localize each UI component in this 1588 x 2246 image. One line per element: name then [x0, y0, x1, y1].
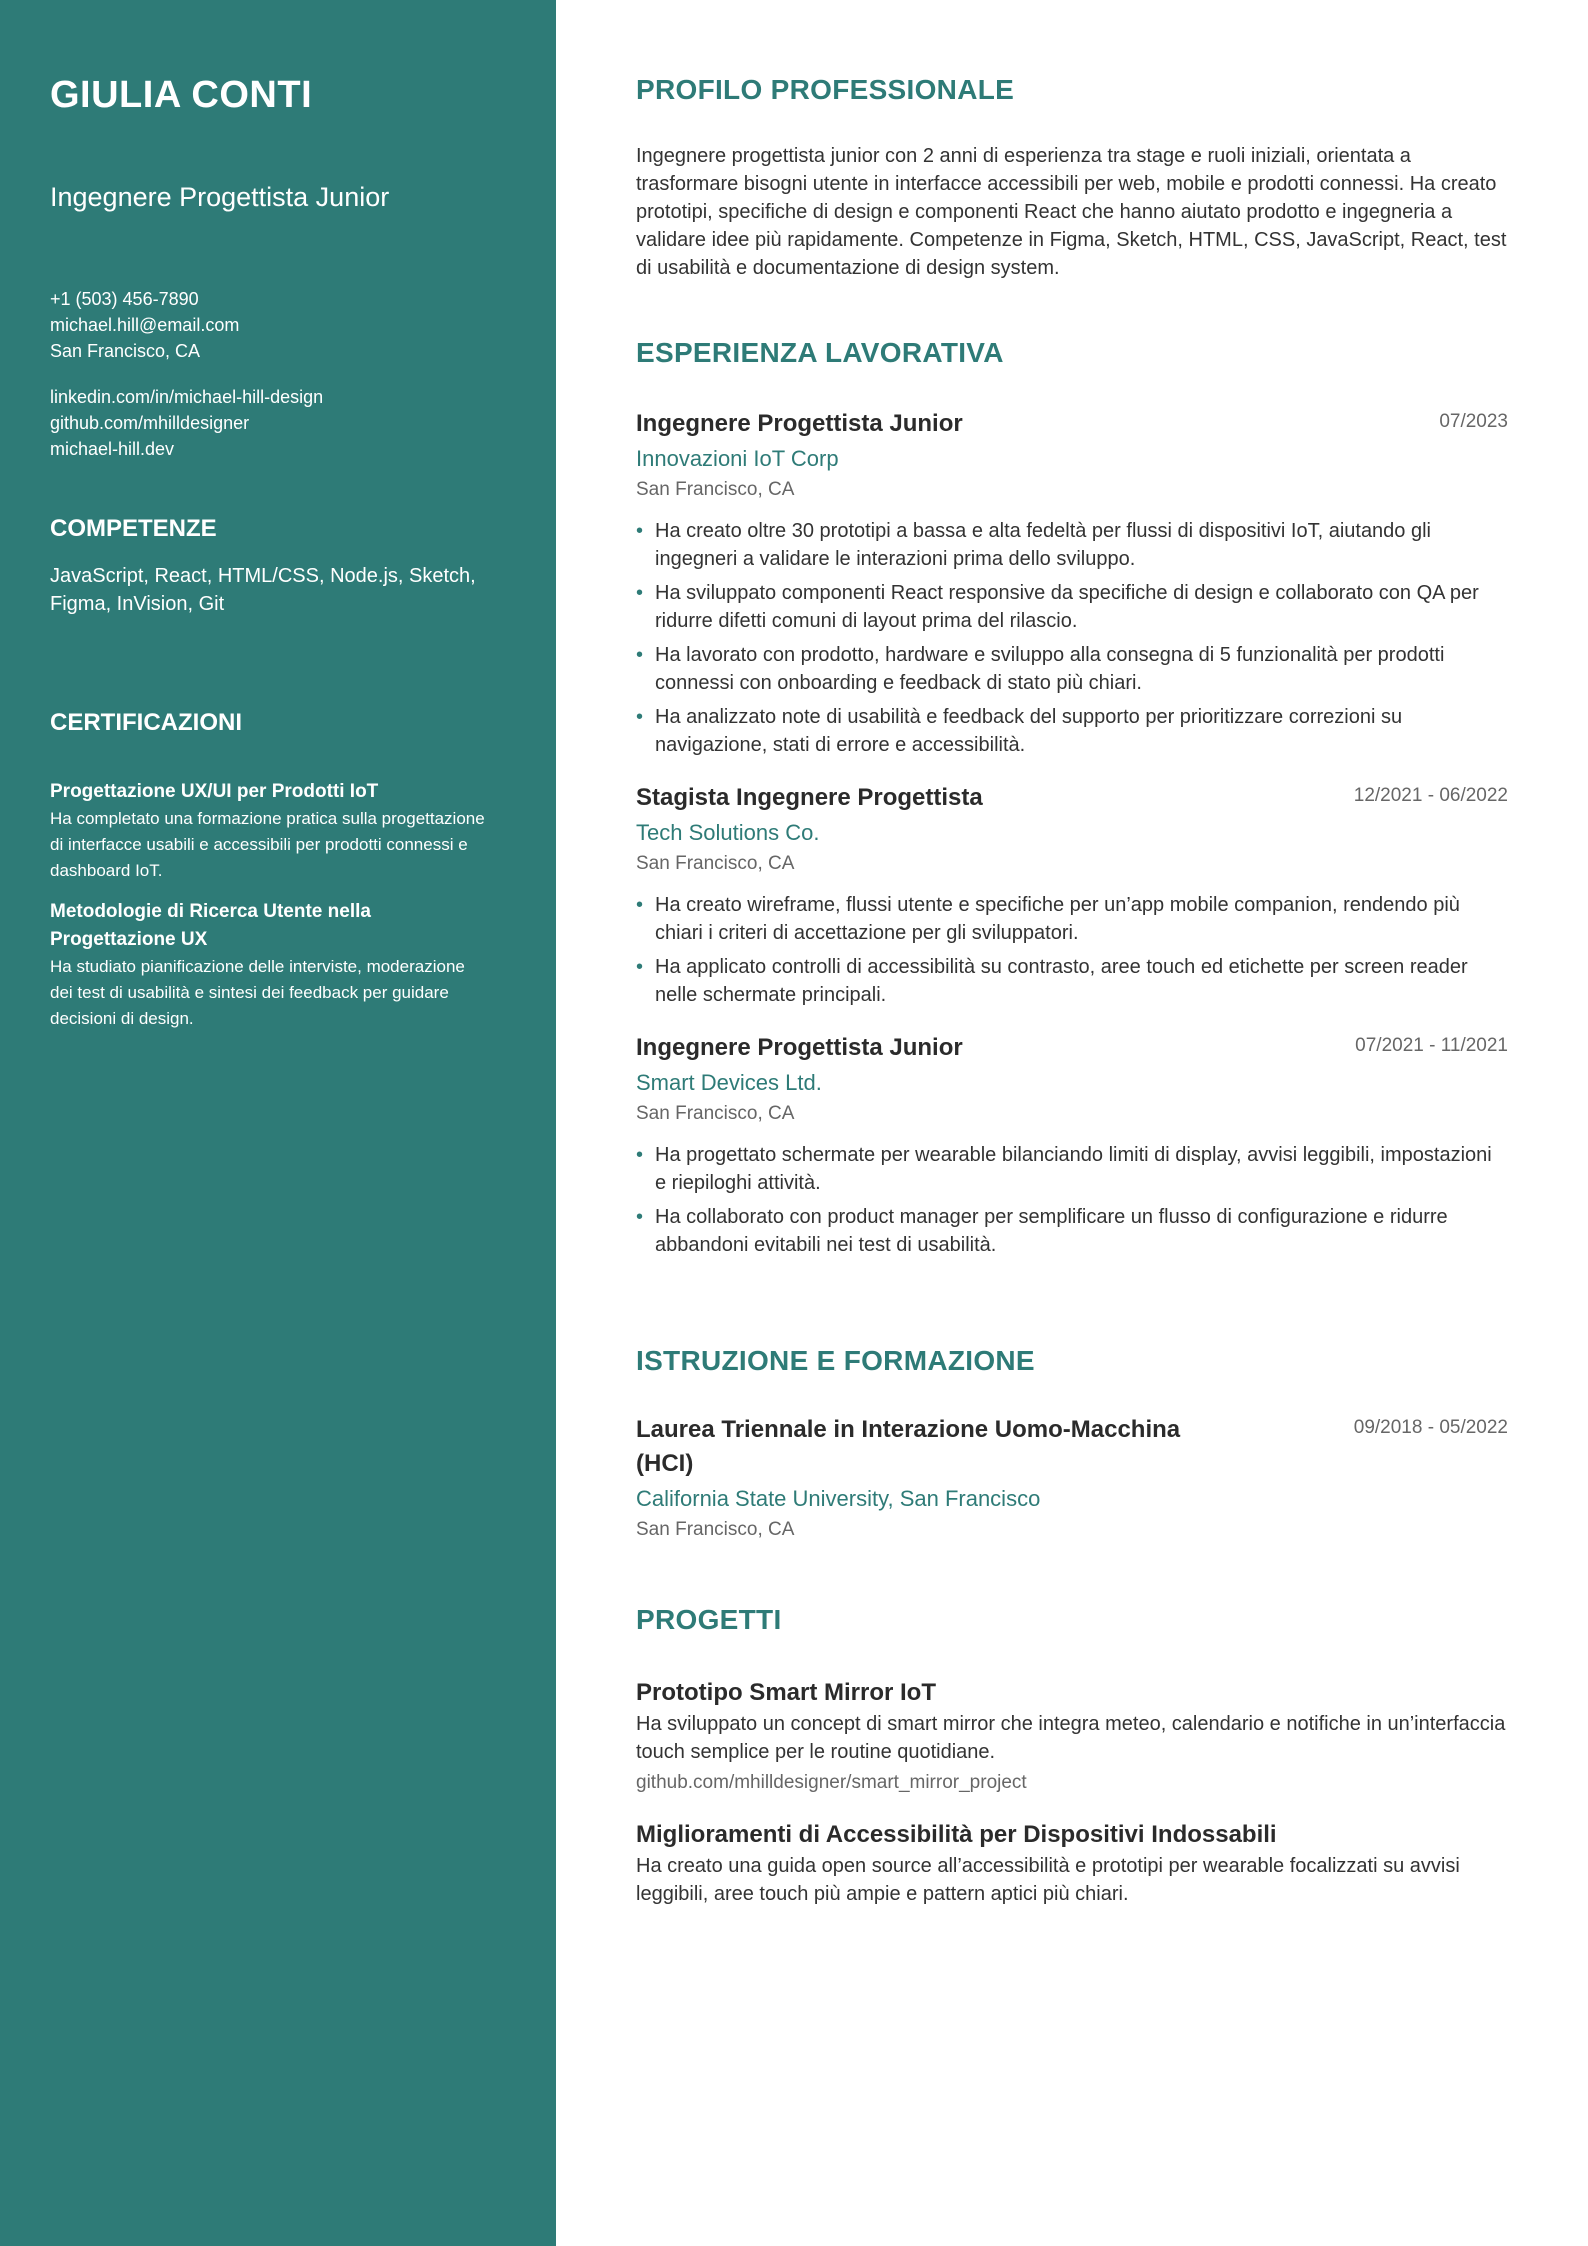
project-title: Prototipo Smart Mirror IoT [636, 1679, 936, 1706]
email-address[interactable]: michael.hill@email.com [50, 315, 240, 335]
job-date: 07/2023 [1439, 411, 1508, 432]
project-title: Miglioramenti di Accessibilità per Dispositivi Indossabili [636, 1821, 1277, 1848]
profile-links [50, 384, 506, 462]
website-link[interactable]: michael-hill.dev [50, 439, 175, 459]
sidebar [0, 0, 556, 2246]
location: San Francisco, CA [50, 341, 201, 361]
bullet-item [636, 891, 1508, 947]
certification-title: Progettazione UX/UI per Prodotti IoT [50, 781, 379, 802]
school-name: California State University, San Francisco [636, 1486, 1041, 1511]
bullet-item [636, 517, 1508, 573]
degree-title: Laurea Triennale in Interazione Uomo-Macchina (HCI) [636, 1416, 1181, 1477]
bullet-item [636, 703, 1508, 759]
job-title: Ingegnere Progettista Junior [636, 1034, 963, 1061]
bullet-icon: • [636, 1206, 644, 1228]
github-link[interactable]: github.com/mhilldesigner [50, 413, 250, 433]
experience-section [636, 335, 1508, 1281]
company-name: Innovazioni IoT Corp [636, 446, 839, 471]
bullet-text: Ha creato oltre 30 prototipi a bassa e alta fedeltà per flussi di dispositivi IoT, aiutando gli ingegneri a validare le interazioni prima dello sviluppo. [655, 520, 1431, 570]
bullet-icon: • [636, 956, 644, 978]
certifications-list [50, 778, 506, 1032]
bullet-text: Ha applicato controlli di accessibilità su contrasto, aree touch ed etichette per screen reader nelle schermate principali. [655, 956, 1468, 1006]
education-date: 09/2018 - 05/2022 [1353, 1417, 1508, 1438]
bullet-text: Ha creato wireframe, flussi utente e specifiche per un’app mobile companion, rendendo più chiari i criteri di accettazione per gli sviluppatori. [655, 894, 1460, 944]
bullet-text: Ha analizzato note di usabilità e feedback del supporto per prioritizzare correzioni su navigazione, stati di errore e accessibilità. [655, 706, 1403, 756]
job-location: San Francisco, CA [636, 853, 795, 874]
skills-list: JavaScript, React, HTML/CSS, Node.js, Sketch, Figma, InVision, Git [50, 565, 476, 615]
school-location: San Francisco, CA [636, 1519, 795, 1540]
job-title: Ingegnere Progettista Junior [636, 410, 963, 437]
job-bullets [636, 891, 1508, 1009]
bullet-icon: • [636, 582, 644, 604]
education-heading: ISTRUZIONE E FORMAZIONE [636, 1345, 1035, 1376]
candidate-name: GIULIA CONTI [50, 74, 313, 116]
company-name: Tech Solutions Co. [636, 820, 820, 845]
experience-heading: ESPERIENZA LAVORATIVA [636, 337, 1004, 368]
bullet-icon: • [636, 894, 644, 916]
project-item [636, 1818, 1508, 1908]
certification-item [50, 778, 506, 884]
company-name: Smart Devices Ltd. [636, 1070, 822, 1095]
project-item [636, 1676, 1508, 1798]
bullet-item [636, 641, 1508, 697]
phone-number: +1 (503) 456-7890 [50, 289, 199, 309]
education-item [636, 1413, 1508, 1545]
bullet-text: Ha collaborato con product manager per semplificare un flusso di configurazione e ridurre abbandoni evitabili nei test di usabilità. [655, 1206, 1448, 1256]
experience-item [636, 781, 1508, 1009]
bullet-item [636, 953, 1508, 1009]
experience-item [636, 407, 1508, 759]
bullet-item [636, 1141, 1508, 1197]
skills-heading: COMPETENZE [50, 515, 217, 542]
certification-description: Ha completato una formazione pratica sulla progettazione di interfacce usabili e accessibili per prodotti connessi e dashboard IoT. [50, 809, 485, 880]
job-location: San Francisco, CA [636, 1103, 795, 1124]
project-description: Ha creato una guida open source all’accessibilità e prototipi per wearable focalizzati su avvisi leggibili, aree touch più ampie e pattern aptici più chiari. [636, 1855, 1460, 1905]
bullet-icon: • [636, 520, 644, 542]
bullet-text: Ha lavorato con prodotto, hardware e sviluppo alla consegna di 5 funzionalità per prodotti connessi con onboarding e feedback di stato più chiari. [655, 644, 1445, 694]
bullet-icon: • [636, 1144, 644, 1166]
bullet-text: Ha progettato schermate per wearable bilanciando limiti di display, avvisi leggibili, impostazioni e riepiloghi attività. [655, 1144, 1492, 1194]
experience-item [636, 1031, 1508, 1259]
job-date: 07/2021 - 11/2021 [1355, 1035, 1508, 1056]
job-title: Stagista Ingegnere Progettista [636, 784, 983, 811]
profile-heading: PROFILO PROFESSIONALE [636, 74, 1015, 105]
job-date: 12/2021 - 06/2022 [1353, 785, 1508, 806]
job-location: San Francisco, CA [636, 479, 795, 500]
bullet-item [636, 1203, 1508, 1259]
certification-title: Metodologie di Ricerca Utente nella Progettazione UX [50, 901, 371, 950]
bullet-item [636, 579, 1508, 635]
linkedin-link[interactable]: linkedin.com/in/michael-hill-design [50, 387, 324, 407]
bullet-text: Ha sviluppato componenti React responsive da specifiche di design e collaborato con QA per ridurre difetti comuni di layout prima del rilascio. [655, 582, 1479, 632]
education-section [636, 1343, 1508, 1567]
project-link[interactable]: github.com/mhilldesigner/smart_mirror_project [636, 1772, 1027, 1793]
job-bullets [636, 1141, 1508, 1259]
contact-info [50, 286, 506, 364]
certification-item [50, 898, 506, 1032]
bullet-icon: • [636, 706, 644, 728]
bullet-icon: • [636, 644, 644, 666]
project-description: Ha sviluppato un concept di smart mirror che integra meteo, calendario e notifiche in un’interfaccia touch semplice per le routine quotidiane. [636, 1713, 1506, 1763]
certification-description: Ha studiato pianificazione delle interviste, moderazione dei test di usabilità e sintesi dei feedback per guidare decisioni di design. [50, 957, 465, 1028]
profile-section [636, 72, 1508, 282]
candidate-role: Ingegnere Progettista Junior [50, 182, 390, 212]
job-bullets [636, 517, 1508, 759]
profile-summary: Ingegnere progettista junior con 2 anni di esperienza tra stage e ruoli iniziali, orientata a trasformare bisogni utente in interfacce accessibili per web, mobile e prodotti connessi. Ha creato prototipi, specifiche di design e componenti React che hanno aiutato prodotto e ingegneria a validare idee più rapidamente. Competenze in Figma, Sketch, HTML, CSS, JavaScript, React, test di usabilità e documentazione di design system. [636, 145, 1507, 279]
projects-heading: PROGETTI [636, 1604, 782, 1635]
projects-section [636, 1602, 1508, 1928]
certifications-heading: CERTIFICAZIONI [50, 709, 242, 736]
